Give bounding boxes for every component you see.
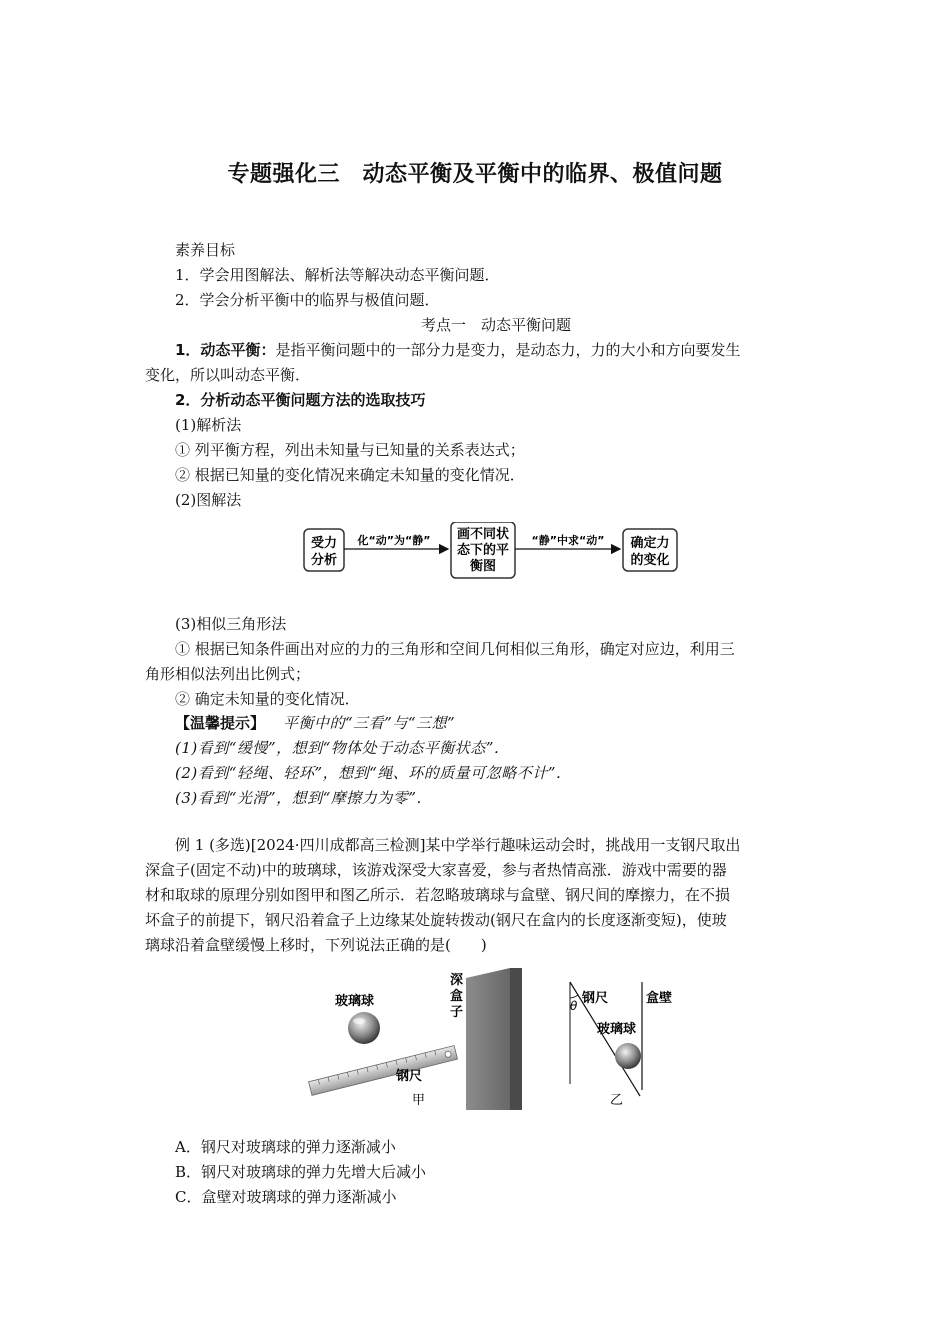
theta-label: θ bbox=[570, 999, 578, 1013]
paragraph-text: 是指平衡问题中的一部分力是变力，是动态力，力的大小和方向要发生 bbox=[275, 341, 741, 359]
flow-box-text: 的变化 bbox=[630, 553, 670, 568]
example-line: 例 1 (多选)[2024·四川成都高三检测]某中学举行趣味运动会时，挑战用一支钢尺取出 bbox=[175, 836, 741, 854]
figure-a-caption: 甲 bbox=[412, 1093, 426, 1108]
steel-ruler bbox=[309, 1046, 458, 1096]
method-step: ② 确定未知量的变化情况． bbox=[175, 690, 360, 708]
flow-box-text: 衡图 bbox=[469, 559, 497, 574]
figure-b-caption: 乙 bbox=[610, 1093, 624, 1108]
flow-box-text: 受力 bbox=[310, 536, 338, 551]
method-step: ① 根据已知条件画出对应的力的三角形和空间几何相似三角形，确定对应边，利用三 bbox=[175, 640, 735, 658]
method-step-cont: 角形相似法列出比例式； bbox=[145, 665, 311, 683]
tip-item: (1)看到“缓慢”，想到“物体处于动态平衡状态”． bbox=[175, 739, 510, 757]
option-c: C．盒壁对玻璃球的弹力逐渐减小 bbox=[175, 1188, 397, 1206]
glass-ball bbox=[348, 1012, 380, 1044]
glass-ball-b bbox=[615, 1043, 641, 1069]
flow-box-text: 画不同状 bbox=[456, 527, 510, 542]
ball-label: 玻璃球 bbox=[335, 994, 375, 1009]
example-figure bbox=[300, 968, 690, 1110]
tip-heading: 平衡中的“三看”与“三想” bbox=[283, 714, 456, 732]
subheading: 2．分析动态平衡问题方法的选取技巧 bbox=[175, 391, 426, 409]
method-step: ① 列平衡方程，列出未知量与已知量的关系表达式； bbox=[175, 441, 525, 459]
paragraph-cont: 变化，所以叫动态平衡． bbox=[145, 366, 311, 384]
goal-item: 1．学会用图解法、解析法等解决动态平衡问题． bbox=[175, 266, 500, 284]
option-b: B．钢尺对玻璃球的弹力先增大后减小 bbox=[175, 1163, 427, 1181]
ball-label-b: 玻璃球 bbox=[597, 1022, 637, 1037]
flow-arrow-label: “静”中求“动” bbox=[531, 534, 605, 547]
theta-arc bbox=[570, 995, 578, 998]
flow-box-text: 确定力 bbox=[630, 536, 670, 551]
goal-item: 2．学会分析平衡中的临界与极值问题． bbox=[175, 291, 440, 309]
wall-label: 盒壁 bbox=[646, 991, 673, 1006]
option-a: A．钢尺对玻璃球的弹力逐渐减小 bbox=[175, 1138, 396, 1156]
example-line: 深盒子(固定不动)中的玻璃球，该游戏深受大家喜爱，参与者热情高涨．游戏中需要的器 bbox=[145, 861, 727, 879]
example-line: 坏盒子的前提下，钢尺沿着盒子上边缘某处旋转拨动(钢尺在盒内的长度逐渐变短)，使玻 bbox=[145, 911, 727, 929]
method-heading: (2)图解法 bbox=[175, 491, 242, 509]
method-heading: (1)解析法 bbox=[175, 416, 242, 434]
flow-box-text: 分析 bbox=[310, 553, 338, 568]
box-label: 深 bbox=[450, 973, 464, 988]
tip-header bbox=[145, 711, 837, 735]
deep-box-side bbox=[510, 968, 522, 1110]
page-title: 专题强化三 动态平衡及平衡中的临界、极值问题 bbox=[227, 162, 723, 187]
term-label: 1．动态平衡： bbox=[175, 341, 276, 359]
ruler-label-b: 钢尺 bbox=[582, 991, 609, 1006]
flowchart bbox=[300, 522, 680, 584]
flow-arrow-label: 化“动”为“静” bbox=[357, 534, 431, 547]
tip-item: (3)看到“光滑”，想到“摩擦力为零”． bbox=[175, 789, 432, 807]
method-heading: (3)相似三角形法 bbox=[175, 615, 287, 633]
example-line: 璃球沿着盒壁缓慢上移时，下列说法正确的是( ) bbox=[145, 936, 487, 954]
ruler-label: 钢尺 bbox=[396, 1069, 423, 1084]
method-step: ② 根据已知量的变化情况来确定未知量的变化情况． bbox=[175, 466, 525, 484]
tip-item: (2)看到“轻绳、轻环”，想到“绳、环的质量可忽略不计”． bbox=[175, 764, 572, 782]
ball-highlight bbox=[353, 1018, 365, 1024]
example-line: 材和取球的原理分别如图甲和图乙所示．若忽略玻璃球与盒壁、钢尺间的摩擦力，在不损 bbox=[145, 886, 731, 904]
section-heading: 考点一 动态平衡问题 bbox=[420, 316, 571, 334]
goals-heading: 素养目标 bbox=[175, 241, 236, 259]
tip-label: 【温馨提示】 bbox=[175, 714, 266, 732]
box-label: 盒 bbox=[450, 989, 464, 1004]
paragraph bbox=[145, 338, 837, 362]
flow-box-text: 态下的平 bbox=[456, 543, 510, 558]
box-label: 子 bbox=[450, 1005, 464, 1020]
